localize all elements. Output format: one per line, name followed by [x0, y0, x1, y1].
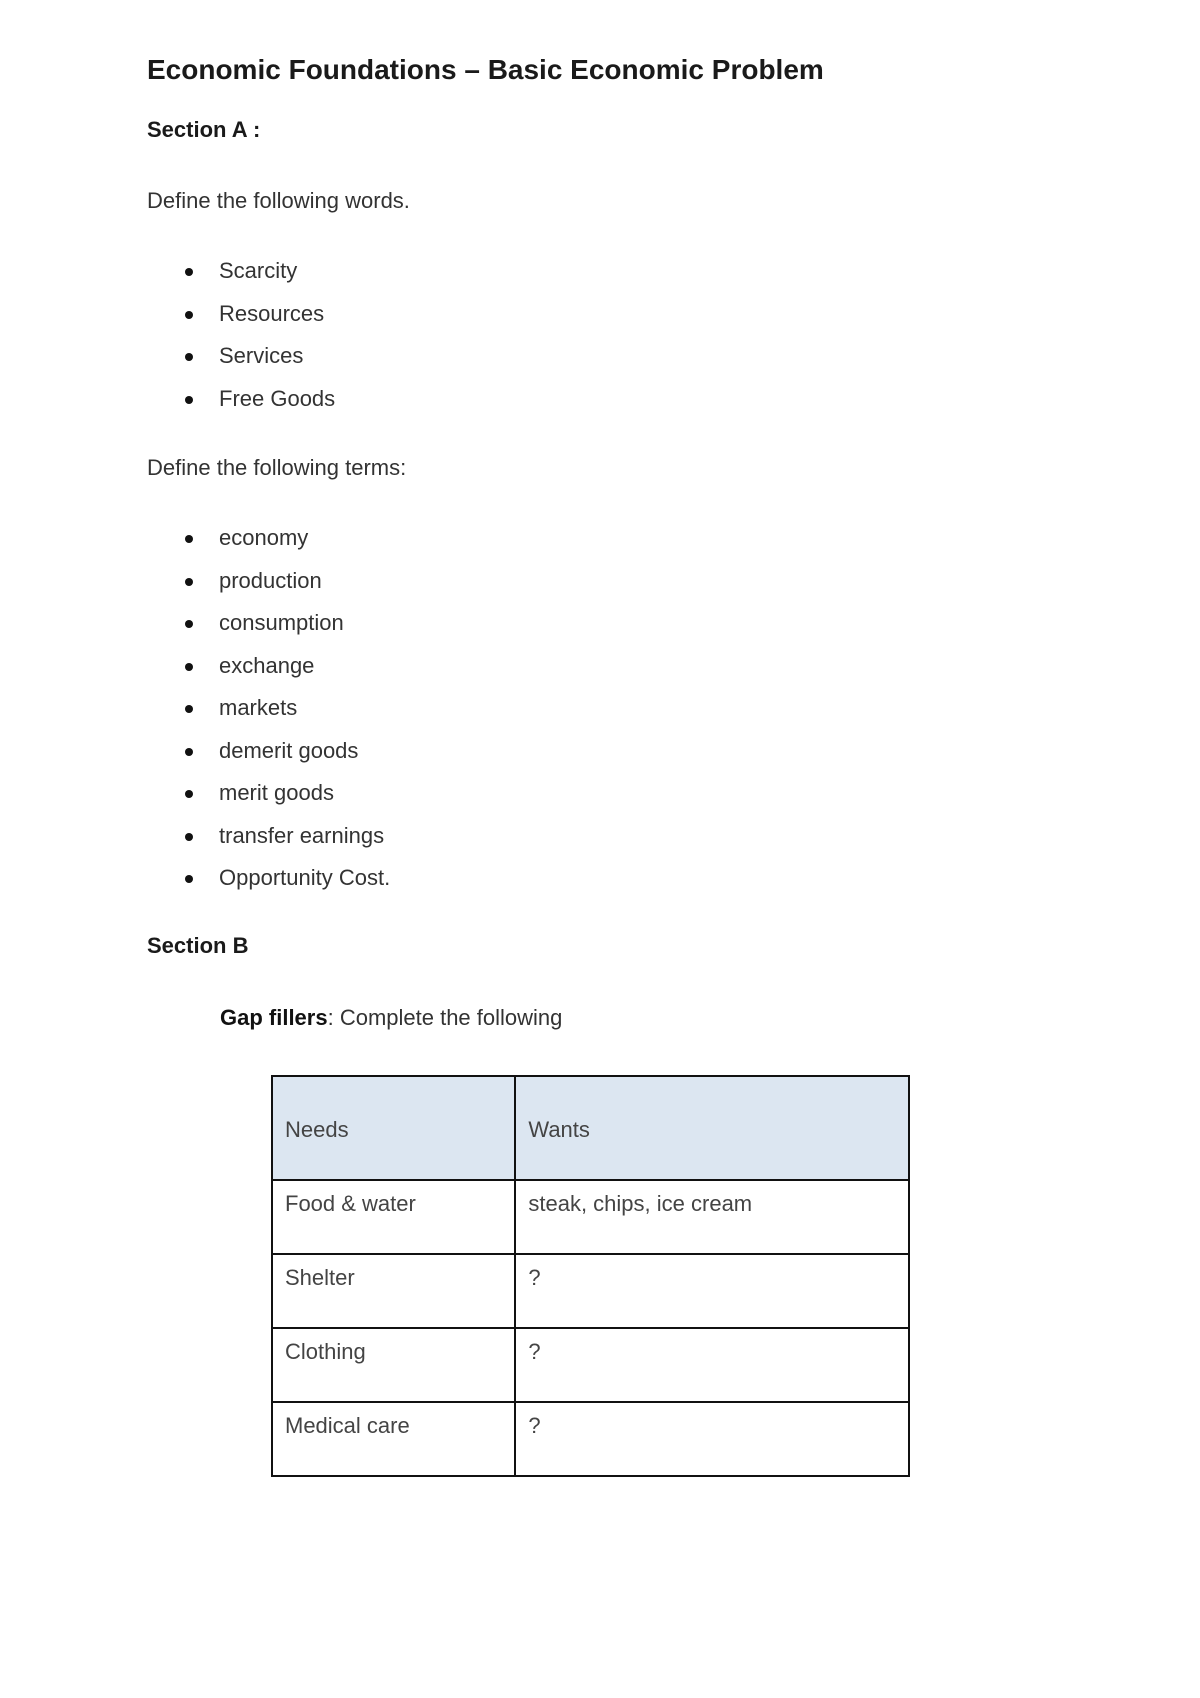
bullet-icon	[185, 396, 193, 404]
list-item-label: economy	[219, 525, 309, 550]
table-cell-want: ?	[515, 1402, 909, 1476]
list-item-label: Free Goods	[219, 385, 336, 411]
column-header-wants: Wants	[515, 1076, 909, 1180]
bullet-icon	[185, 578, 193, 586]
list-item	[0, 778, 390, 821]
bullet-icon	[185, 875, 193, 883]
list-item-label: markets	[219, 695, 298, 720]
table-row	[272, 1254, 909, 1328]
table-cell-need: Clothing	[272, 1328, 515, 1402]
list-item	[0, 523, 390, 566]
gap-fillers-instruction	[220, 1005, 562, 1031]
list-item	[0, 693, 390, 736]
list-item	[0, 256, 335, 299]
table-cell-need: Food & water	[272, 1180, 515, 1254]
table-header-row	[272, 1076, 909, 1180]
gap-fillers-label: Gap fillers	[220, 1005, 328, 1030]
list-item-label: Resources	[219, 300, 325, 326]
bullet-icon	[185, 705, 193, 713]
bullet-icon	[185, 790, 193, 798]
page-title: Economic Foundations – Basic Economic Problem	[147, 54, 824, 85]
bullet-icon	[185, 268, 193, 276]
words-intro: Define the following words.	[147, 188, 410, 213]
bullet-icon	[185, 311, 193, 319]
table-row	[272, 1328, 909, 1402]
gap-fillers-text: : Complete the following	[327, 1005, 563, 1030]
list-item-label: consumption	[219, 610, 344, 635]
section-b-heading: Section B	[147, 933, 249, 958]
bullet-icon	[185, 663, 193, 671]
list-item-label: Scarcity	[219, 258, 298, 283]
table-cell-want: ?	[515, 1254, 909, 1328]
table-cell-want: steak, chips, ice cream	[515, 1180, 909, 1254]
list-item-label: demerit goods	[219, 737, 359, 763]
bullet-icon	[185, 833, 193, 841]
list-item-label: Opportunity Cost.	[219, 865, 391, 890]
terms-intro: Define the following terms:	[147, 455, 407, 480]
list-item	[0, 651, 390, 694]
table-row	[272, 1180, 909, 1254]
section-a-heading: Section A :	[147, 117, 261, 142]
list-item	[0, 566, 390, 609]
column-header-needs: Needs	[272, 1076, 515, 1180]
needs-wants-table	[271, 1075, 910, 1477]
list-item-label: production	[219, 567, 322, 593]
table-cell-want: ?	[515, 1328, 909, 1402]
list-item-label: merit goods	[219, 780, 334, 805]
list-item	[0, 821, 390, 864]
list-item	[0, 736, 390, 779]
list-item	[0, 384, 335, 427]
list-item	[0, 341, 335, 384]
list-item-label: transfer earnings	[219, 822, 385, 848]
table-cell-need: Shelter	[272, 1254, 515, 1328]
bullet-icon	[185, 748, 193, 756]
list-item	[0, 608, 390, 651]
bullet-icon	[185, 620, 193, 628]
bullet-icon	[185, 535, 193, 543]
terms-list	[0, 523, 390, 906]
bullet-icon	[185, 353, 193, 361]
list-item-label: Services	[219, 343, 304, 368]
table-row	[272, 1402, 909, 1476]
list-item	[0, 299, 335, 342]
list-item	[0, 863, 390, 906]
words-list	[0, 256, 335, 426]
table-cell-need: Medical care	[272, 1402, 515, 1476]
list-item-label: exchange	[219, 652, 315, 678]
